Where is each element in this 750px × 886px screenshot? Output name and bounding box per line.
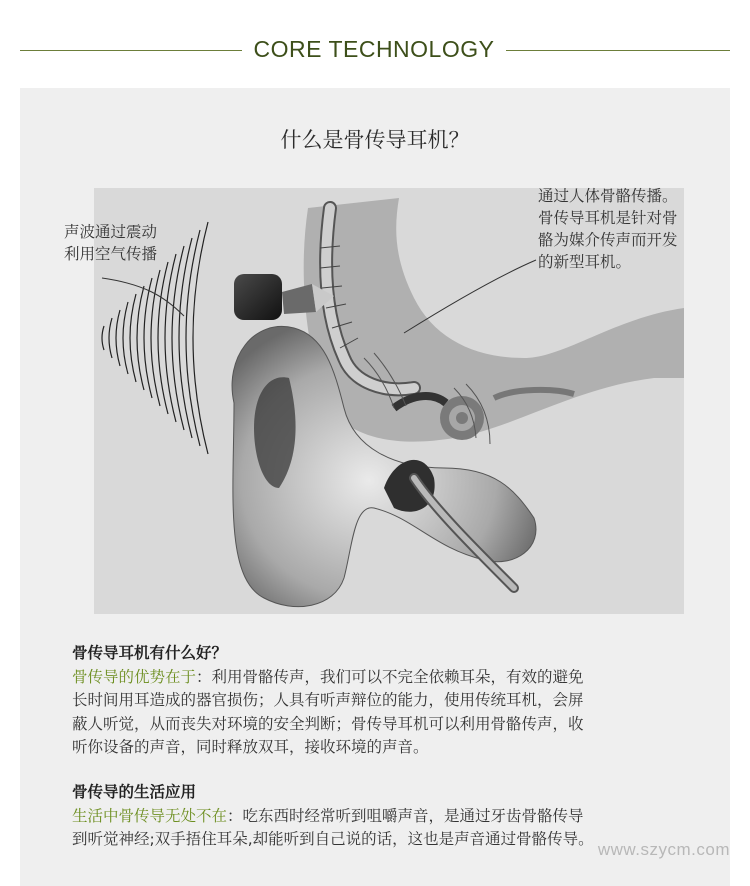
header-divider-left <box>20 50 242 51</box>
advantages-section <box>72 642 682 760</box>
callout-left-line-1: 声波通过震动 <box>64 223 158 241</box>
content-panel <box>20 88 730 886</box>
application-line-2: 到听觉神经;双手捂住耳朵,却能听到自己说的话，这也是声音通过骨骼传导。 <box>72 830 594 848</box>
application-body-first: ：吃东西时经常听到咀嚼声音，是通过牙齿骨骼传导 <box>227 806 584 825</box>
header-divider-right <box>506 50 730 51</box>
advantages-line-4: 听你设备的声音，同时释放双耳，接收环境的声音。 <box>72 738 429 756</box>
advantages-line-2: 长时间用耳造成的器官损伤；人具有听声辩位的能力，使用传统耳机，会屏 <box>72 691 584 709</box>
bone-conduction-headphone <box>234 274 282 320</box>
callout-left-line-2: 利用空气传播 <box>64 245 158 263</box>
panel-title: 什么是骨传导耳机？ <box>280 128 470 152</box>
advantages-heading: 骨传导耳机有什么好？ <box>72 644 228 662</box>
callout-right-line-1: 通过人体骨骼传播。 <box>538 187 678 205</box>
callout-bone-conduction <box>538 185 718 273</box>
callout-right-line-2: 骨传导耳机是针对骨 <box>538 209 678 227</box>
daily-application-section <box>72 781 682 852</box>
advantages-paragraph <box>72 666 682 760</box>
callout-air-conduction <box>64 221 194 265</box>
section-header <box>0 26 750 76</box>
application-heading: 骨传导的生活应用 <box>72 783 197 801</box>
callout-leader-left <box>102 278 184 316</box>
callout-right-line-4: 的新型耳机。 <box>538 253 632 271</box>
section-title: CORE TECHNOLOGY <box>253 36 495 62</box>
advantages-line-3: 蔽人听觉，从而丧失对环境的安全判断；骨传导耳机可以利用骨骼传声，收 <box>72 714 584 733</box>
site-watermark: www.szycm.com <box>597 840 730 859</box>
advantages-body-first: ：利用骨骼传声，我们可以不完全依赖耳朵，有效的避免 <box>196 667 584 686</box>
advantages-lead: 骨传导的优势在于 <box>72 667 197 686</box>
application-lead: 生活中骨传导无处不在 <box>72 806 228 825</box>
callout-right-line-3: 骼为媒介传声而开发 <box>538 231 678 249</box>
application-paragraph <box>72 805 682 852</box>
